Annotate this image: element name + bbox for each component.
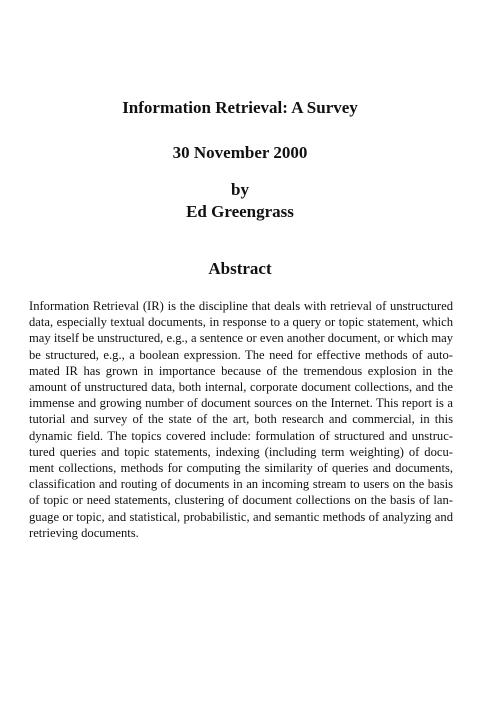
document-date: 30 November 2000 (172, 143, 308, 162)
byline-label: by (231, 180, 249, 199)
abstract-text: Information Retrieval (IR) is the discipline that deals with retrieval of unstructured data, especially textual documents, in response to a query or topic statement, which may itself be unstructured, e.g., a sentence or even another document, or which may be structured, e.g., a boolean expression. The need for effective methods of automated IR has grown in importance because of the tremendous explosion in the amount of unstructured data, both internal, corporate document collections, and the immense and growing number of document sources on the Internet. This report is a tutorial and survey of the state of the art, both research and commercial, in this dynamic field. The topics covered include: formulation of structured and unstructured queries and topic statements, indexing (including term weighting) of document collections, methods for computing the similarity of queries and documents, classification and routing of documents in an incoming stream to users on the basis of topic or need statements, clustering of document collections on the basis of language or topic, and statistical, probabilistic, and semantic methods of analyzing and retrieving documents. (29, 299, 453, 540)
author-name: Ed Greengrass (186, 202, 294, 221)
document-title: Information Retrieval: A Survey (122, 98, 358, 117)
abstract-heading: Abstract (208, 259, 272, 278)
